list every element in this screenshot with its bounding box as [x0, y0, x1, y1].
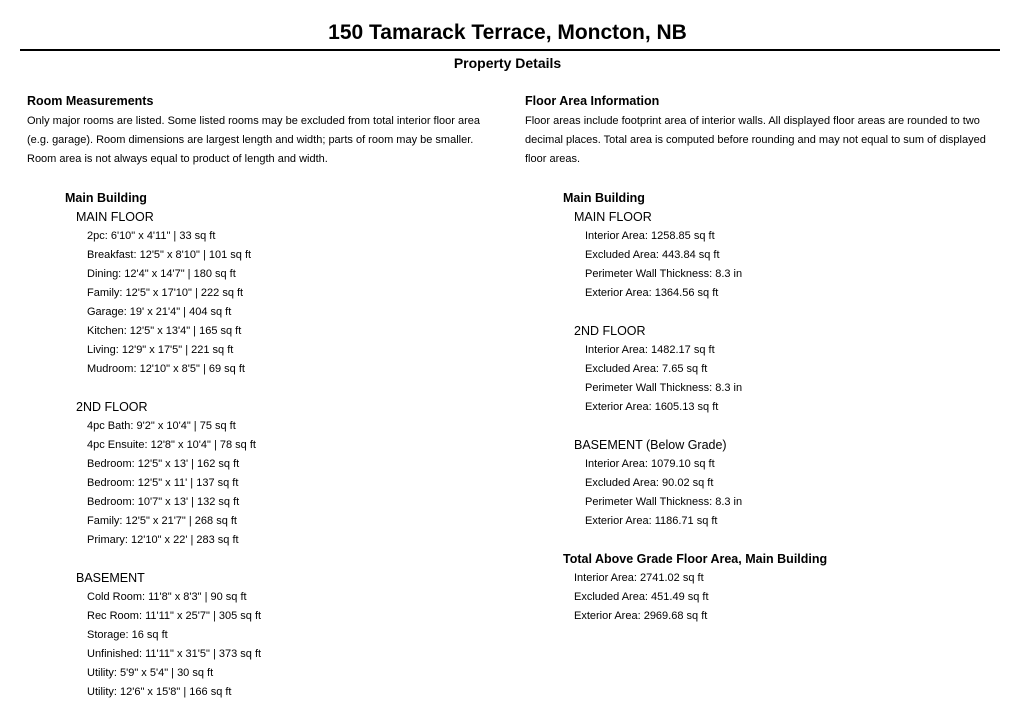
room-item: Bedroom: 12'5" x 13' | 162 sq ft	[87, 458, 240, 470]
room-floor-basement	[76, 569, 505, 702]
area-item: Excluded Area: 90.02 sq ft	[585, 477, 714, 489]
room-item: Utility: 12'6" x 15'8" | 166 sq ft	[87, 686, 232, 698]
room-floor-second	[76, 398, 505, 550]
room-measurements-heading: Room Measurements	[27, 94, 154, 108]
area-floor-second	[574, 322, 1007, 417]
total-area-heading: Total Above Grade Floor Area, Main Building	[563, 552, 828, 566]
floor-area-note: Floor areas include footprint area of interior walls. All displayed floor areas are rounded to two decimal places. Total area is computed before rounding and may not equal to sum of displayed floor areas.	[525, 115, 986, 165]
room-building-title: Main Building	[65, 191, 147, 205]
total-area-item: Exterior Area: 2969.68 sq ft	[574, 610, 708, 622]
room-item: Garage: 19' x 21'4" | 404 sq ft	[87, 306, 232, 318]
room-measurements-section	[27, 93, 505, 702]
room-item: Living: 12'9" x 17'5" | 221 sq ft	[87, 344, 234, 356]
room-item: Family: 12'5" x 21'7" | 268 sq ft	[87, 515, 237, 527]
area-item: Exterior Area: 1605.13 sq ft	[585, 401, 719, 413]
area-building-title: Main Building	[563, 191, 645, 205]
room-item: Breakfast: 12'5" x 8'10" | 101 sq ft	[87, 249, 252, 261]
area-item: Perimeter Wall Thickness: 8.3 in	[585, 268, 743, 280]
room-item: Kitchen: 12'5" x 13'4" | 165 sq ft	[87, 325, 242, 337]
area-item: Perimeter Wall Thickness: 8.3 in	[585, 496, 743, 508]
room-item: Utility: 5'9" x 5'4" | 30 sq ft	[87, 667, 214, 679]
room-item: Storage: 16 sq ft	[87, 629, 168, 641]
room-item: Mudroom: 12'10" x 8'5" | 69 sq ft	[87, 363, 245, 375]
room-item: Family: 12'5" x 17'10" | 222 sq ft	[87, 287, 244, 299]
room-item: 4pc Bath: 9'2" x 10'4" | 75 sq ft	[87, 420, 236, 432]
area-floor-main	[574, 208, 1007, 303]
floor-area-heading: Floor Area Information	[525, 94, 660, 108]
room-item: 4pc Ensuite: 12'8" x 10'4" | 78 sq ft	[87, 439, 256, 451]
room-item: Cold Room: 11'8" x 8'3" | 90 sq ft	[87, 591, 247, 603]
title-divider	[20, 49, 1000, 51]
total-area-block	[563, 550, 1007, 626]
room-measurements-note: Only major rooms are listed. Some listed rooms may be excluded from total interior floor area (e.g. garage). Room dimensions are largest length and width; parts of room may be smaller. Room area is not always equal to product of length and width.	[27, 115, 481, 165]
area-building	[563, 189, 1007, 531]
area-item: Exterior Area: 1186.71 sq ft	[585, 515, 718, 527]
room-item: 2pc: 6'10" x 4'11" | 33 sq ft	[87, 230, 216, 242]
room-item: Bedroom: 10'7" x 13' | 132 sq ft	[87, 496, 240, 508]
area-item: Excluded Area: 443.84 sq ft	[585, 249, 720, 261]
floor-name: MAIN FLOOR	[574, 210, 652, 224]
floor-name: 2ND FLOOR	[574, 324, 646, 338]
area-item: Excluded Area: 7.65 sq ft	[585, 363, 708, 375]
room-item: Unfinished: 11'11" x 31'5" | 373 sq ft	[87, 648, 262, 660]
area-item: Interior Area: 1079.10 sq ft	[585, 458, 715, 470]
area-item: Exterior Area: 1364.56 sq ft	[585, 287, 719, 299]
floor-name: MAIN FLOOR	[76, 210, 154, 224]
room-item: Primary: 12'10" x 22' | 283 sq ft	[87, 534, 239, 546]
page-subtitle: Property Details	[453, 55, 562, 71]
floor-name: BASEMENT	[76, 571, 145, 585]
room-item: Rec Room: 11'11" x 25'7" | 305 sq ft	[87, 610, 262, 622]
total-area-item: Excluded Area: 451.49 sq ft	[574, 591, 709, 603]
room-item: Bedroom: 12'5" x 11' | 137 sq ft	[87, 477, 239, 489]
area-item: Interior Area: 1258.85 sq ft	[585, 230, 715, 242]
floor-area-section	[525, 93, 1007, 626]
floor-name: 2ND FLOOR	[76, 400, 148, 414]
floor-name: BASEMENT (Below Grade)	[574, 438, 727, 452]
room-item: Dining: 12'4" x 14'7" | 180 sq ft	[87, 268, 236, 280]
page-title: 150 Tamarack Terrace, Moncton, NB	[328, 21, 687, 44]
area-item: Perimeter Wall Thickness: 8.3 in	[585, 382, 743, 394]
room-building	[65, 189, 505, 702]
area-item: Interior Area: 1482.17 sq ft	[585, 344, 715, 356]
area-floor-basement	[574, 436, 1007, 531]
room-floor-main	[76, 208, 505, 379]
total-area-item: Interior Area: 2741.02 sq ft	[574, 572, 704, 584]
